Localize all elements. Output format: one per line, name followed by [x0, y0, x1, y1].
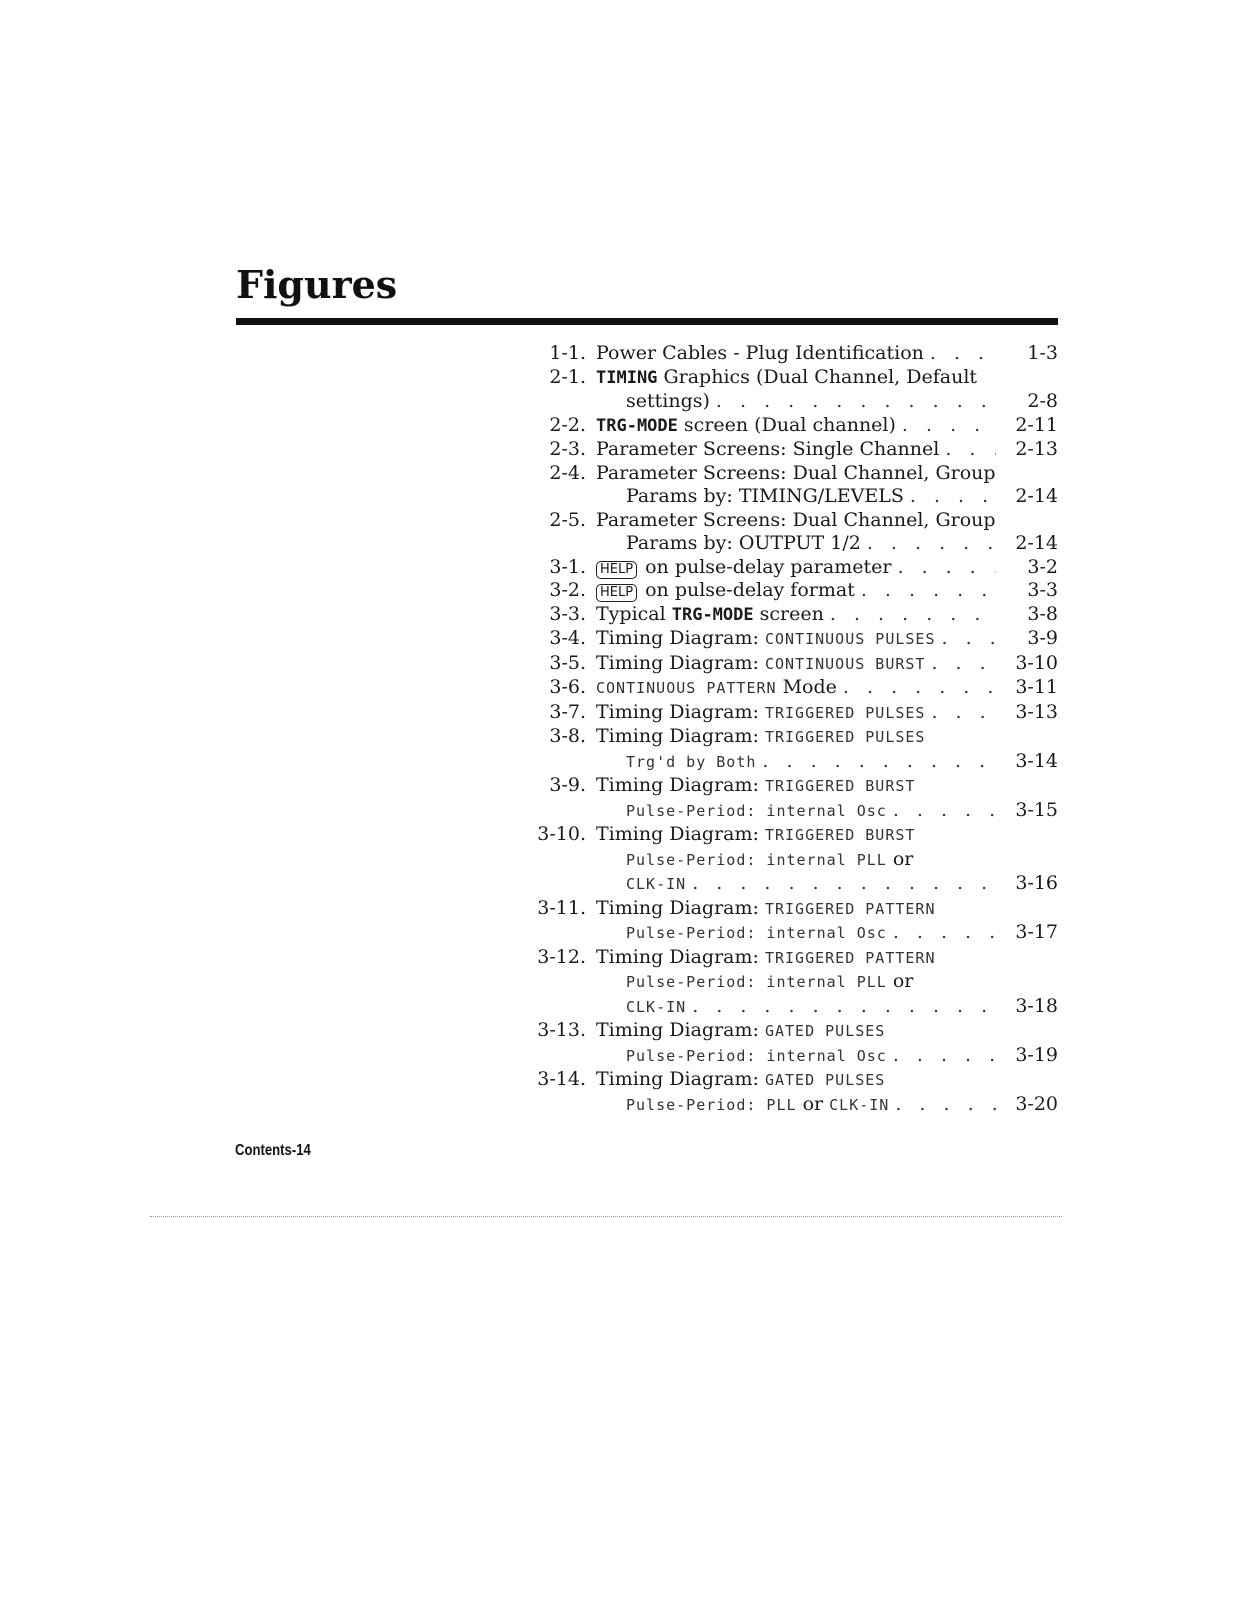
- figure-title: [596, 774, 915, 799]
- figure-entry-line: [536, 509, 1058, 533]
- title-text: or: [796, 1092, 830, 1115]
- figure-entry-line: [536, 701, 1058, 726]
- figure-title: [596, 848, 913, 873]
- figure-entry[interactable]: [536, 414, 1058, 439]
- figure-title: [596, 366, 977, 391]
- figure-entry[interactable]: [536, 509, 1058, 556]
- title-text: Typical: [596, 602, 672, 625]
- figure-entry-line: [536, 603, 1058, 628]
- figure-entry[interactable]: [536, 438, 1058, 462]
- screen-text: CLK-IN: [626, 875, 687, 893]
- screen-text: Trg'd by Both: [626, 752, 757, 771]
- title-text: Timing Diagram:: [596, 774, 765, 796]
- figure-title: [596, 652, 925, 677]
- title-text: Timing Diagram:: [596, 1019, 765, 1041]
- page-footer: Contents-14: [235, 1142, 311, 1159]
- figure-number: 2-2.: [549, 413, 586, 436]
- figure-entry[interactable]: [536, 366, 1058, 414]
- title-text: Timing Diagram:: [596, 700, 765, 723]
- figure-entry-line: [536, 1093, 1058, 1118]
- figure-entry-line: [536, 414, 1058, 439]
- screen-text: CONTINUOUS PULSES: [764, 630, 936, 648]
- page-number: 2-14: [1015, 485, 1058, 507]
- figure-number: 3-5.: [549, 651, 586, 674]
- leader-dots: [939, 438, 996, 462]
- figure-entry-line: [536, 848, 1058, 873]
- screen-text: CLK-IN: [829, 1095, 890, 1114]
- title-text: Timing Diagram:: [596, 725, 765, 747]
- figure-number: 3-11.: [537, 896, 586, 919]
- figure-title: [596, 676, 837, 701]
- help-key-icon: HELP: [596, 584, 637, 602]
- leader-dots: [887, 799, 996, 823]
- screen-text: Pulse-Period: internal PLL: [626, 973, 887, 991]
- screen-text: TRIGGERED PATTERN: [764, 899, 936, 918]
- figure-number: 3-4.: [549, 627, 586, 649]
- figure-title: [596, 725, 925, 750]
- page-number: 2-8: [1027, 390, 1058, 412]
- figure-title: [596, 603, 824, 628]
- figure-title: [596, 1093, 889, 1118]
- page-number: 1-3: [1027, 342, 1058, 364]
- figure-entry-line: [536, 774, 1058, 799]
- figure-entry-line: [536, 366, 1058, 391]
- screen-text: CONTINUOUS BURST: [764, 654, 926, 673]
- figure-number: 3-12.: [537, 945, 586, 968]
- screen-text: Pulse-Period: internal Osc: [626, 924, 887, 942]
- figure-entry[interactable]: [536, 701, 1058, 726]
- leader-dots: [824, 603, 996, 627]
- title-text: or: [886, 970, 914, 992]
- leader-dots: [837, 676, 996, 700]
- title-rule: [236, 318, 1058, 325]
- figure-entry[interactable]: [536, 676, 1058, 701]
- leader-dots: [710, 390, 996, 414]
- figure-entry[interactable]: [536, 342, 1058, 366]
- figure-list: [536, 342, 1058, 1117]
- page-number: 3-3: [1027, 579, 1058, 601]
- figure-entry-line: [536, 1019, 1058, 1044]
- page-number: 2-13: [1015, 438, 1058, 460]
- figure-entry[interactable]: [536, 627, 1058, 652]
- command-keyword: TIMING: [596, 367, 658, 388]
- figure-title: [596, 509, 996, 533]
- figure-entry[interactable]: [536, 1019, 1058, 1068]
- screen-text: TRIGGERED PULSES: [764, 728, 926, 746]
- figure-title: [596, 390, 710, 414]
- figure-title: [596, 438, 939, 462]
- figure-entry-line: [536, 823, 1058, 848]
- title-text: settings): [626, 390, 710, 412]
- figure-entry[interactable]: [536, 774, 1058, 823]
- help-key-icon: HELP: [596, 561, 637, 579]
- title-text: Timing Diagram:: [596, 823, 765, 845]
- page-number: 2-14: [1015, 532, 1058, 554]
- figure-number: 3-8.: [549, 725, 586, 747]
- title-text: on pulse-delay parameter: [639, 555, 892, 578]
- figure-entry-line: [536, 485, 1058, 509]
- command-keyword: TRG-MODE: [596, 415, 678, 436]
- leader-dots: [887, 1044, 996, 1068]
- figure-number: 1-1.: [549, 342, 586, 364]
- figure-title: [596, 995, 686, 1020]
- figure-entry-line: [536, 970, 1058, 995]
- figure-number: 3-2.: [549, 579, 586, 601]
- figure-title: [596, 921, 887, 946]
- leader-dots: [925, 701, 996, 725]
- screen-text: Pulse-Period: PLL: [626, 1095, 797, 1114]
- leader-dots: [686, 872, 996, 896]
- leader-dots: [935, 627, 996, 651]
- screen-text: Pulse-Period: internal Osc: [626, 1046, 887, 1065]
- figure-title: [596, 970, 913, 995]
- figure-entry[interactable]: [536, 946, 1058, 1020]
- screen-text: TRIGGERED PATTERN: [764, 948, 936, 967]
- figure-number: 3-14.: [537, 1068, 586, 1090]
- figure-title: [596, 872, 686, 897]
- figure-entry-line: [536, 872, 1058, 897]
- figure-title: [596, 414, 896, 439]
- figure-entry-line: [536, 627, 1058, 652]
- screen-text: Pulse-Period: internal PLL: [626, 850, 887, 869]
- figure-number: 3-10.: [537, 823, 586, 845]
- page-number: 3-11: [1015, 676, 1058, 698]
- figure-entry-line: [536, 946, 1058, 971]
- leader-dots: [855, 579, 996, 603]
- title-text: Parameter Screens: Dual Channel, Group: [596, 508, 996, 531]
- figure-title: [596, 485, 904, 509]
- title-text: Mode: [776, 676, 837, 698]
- figure-title: [596, 1068, 885, 1093]
- figure-entry[interactable]: [536, 556, 1058, 580]
- page-number: 3-16: [1015, 872, 1058, 894]
- screen-text: GATED PULSES: [764, 1071, 886, 1089]
- screen-text: CONTINUOUS PATTERN: [596, 679, 777, 697]
- title-text: Parameter Screens: Dual Channel, Group: [596, 461, 996, 484]
- figure-title: [596, 1044, 887, 1069]
- page-number: 3-2: [1027, 555, 1058, 578]
- leader-dots: [686, 995, 996, 1019]
- figure-number: 3-1.: [549, 555, 586, 578]
- figure-entry-line: [536, 995, 1058, 1020]
- figure-entry-line: [536, 750, 1058, 775]
- figure-entry-line: [536, 676, 1058, 701]
- figure-number: 2-4.: [549, 461, 586, 484]
- scan-artifact-line: [150, 1216, 1062, 1218]
- figure-entry-line: [536, 897, 1058, 922]
- page-title: Figures: [236, 262, 398, 307]
- title-text: screen: [753, 602, 824, 625]
- title-text: Params by: TIMING/LEVELS: [626, 485, 904, 507]
- figure-title: [596, 556, 891, 580]
- figure-entry[interactable]: [536, 823, 1058, 897]
- title-text: Power Cables - Plug Identification: [596, 342, 924, 364]
- figure-title: [596, 579, 855, 603]
- figure-number: 3-13.: [537, 1019, 586, 1041]
- figure-title: [596, 799, 887, 824]
- page-number: 3-18: [1015, 994, 1058, 1017]
- title-text: Parameter Screens: Single Channel: [596, 438, 940, 460]
- figure-entry-line: [536, 390, 1058, 414]
- title-text: Timing Diagram:: [596, 896, 765, 919]
- leader-dots: [756, 750, 996, 774]
- figure-title: [596, 462, 996, 486]
- figure-entry-line: [536, 725, 1058, 750]
- screen-text: Pulse-Period: internal Osc: [626, 801, 887, 820]
- figure-title: [596, 627, 935, 652]
- figure-title: [596, 897, 935, 922]
- page-number: 3-8: [1027, 602, 1058, 625]
- figure-entry-line: [536, 556, 1058, 580]
- figure-number: 3-3.: [549, 602, 586, 625]
- leader-dots: [861, 532, 996, 556]
- title-text: Timing Diagram:: [596, 627, 765, 649]
- screen-text: TRIGGERED BURST: [764, 777, 916, 795]
- page-number: 3-20: [1015, 1092, 1058, 1115]
- title-text: screen (Dual channel): [677, 413, 896, 436]
- leader-dots: [896, 414, 996, 438]
- figure-entry-line: [536, 579, 1058, 603]
- figure-title: [596, 946, 935, 971]
- page-number: 3-10: [1015, 651, 1058, 674]
- page-number: 3-17: [1015, 921, 1058, 943]
- page-number: 3-9: [1027, 627, 1058, 649]
- figure-title: [596, 823, 915, 848]
- title-text: Graphics (Dual Channel, Default: [657, 365, 978, 388]
- figure-number: 3-6.: [549, 676, 586, 698]
- command-keyword: TRG-MODE: [671, 604, 754, 625]
- figure-number: 3-9.: [549, 774, 586, 796]
- figure-entry-line: [536, 438, 1058, 462]
- leader-dots: [904, 485, 996, 509]
- figure-entry[interactable]: [536, 1068, 1058, 1117]
- leader-dots: [924, 342, 996, 366]
- leader-dots: [891, 556, 996, 580]
- page-number: 3-14: [1015, 749, 1058, 772]
- figure-number: 2-1.: [549, 365, 586, 388]
- figure-entry-line: [536, 799, 1058, 824]
- title-text: Timing Diagram:: [596, 945, 765, 968]
- figure-title: [596, 1019, 885, 1044]
- leader-dots: [925, 652, 996, 676]
- figure-entry[interactable]: [536, 897, 1058, 946]
- screen-text: TRIGGERED BURST: [764, 826, 916, 844]
- screen-text: TRIGGERED PULSES: [764, 703, 926, 722]
- figure-entry[interactable]: [536, 725, 1058, 774]
- screen-text: CLK-IN: [626, 997, 687, 1016]
- leader-dots: [887, 921, 996, 945]
- page-number: 3-19: [1015, 1043, 1058, 1066]
- leader-dots: [889, 1093, 996, 1117]
- figure-entry-line: [536, 652, 1058, 677]
- figure-entry-line: [536, 532, 1058, 556]
- screen-text: GATED PULSES: [764, 1022, 886, 1040]
- figure-title: [596, 532, 861, 556]
- title-text: Timing Diagram:: [596, 1068, 765, 1090]
- title-text: Params by: OUTPUT 1/2: [626, 532, 861, 554]
- figure-title: [596, 342, 924, 366]
- figure-entry-line: [536, 342, 1058, 366]
- title-text: Timing Diagram:: [596, 651, 765, 674]
- figure-entry[interactable]: [536, 579, 1058, 603]
- figure-number: 2-5.: [549, 508, 586, 531]
- figure-entry-line: [536, 1044, 1058, 1069]
- figure-entry[interactable]: [536, 462, 1058, 509]
- figure-entry[interactable]: [536, 603, 1058, 628]
- page-number: 2-11: [1015, 413, 1058, 436]
- figure-entry-line: [536, 921, 1058, 946]
- page-number: 3-13: [1015, 700, 1058, 723]
- figure-number: 3-7.: [549, 700, 586, 723]
- title-text: on pulse-delay format: [639, 579, 855, 601]
- figure-title: [596, 750, 756, 775]
- figure-number: 2-3.: [549, 438, 586, 460]
- page-number: 3-15: [1015, 798, 1058, 821]
- figure-entry-line: [536, 462, 1058, 486]
- figure-title: [596, 701, 925, 726]
- title-text: or: [886, 847, 914, 870]
- figure-entry-line: [536, 1068, 1058, 1093]
- figure-entry[interactable]: [536, 652, 1058, 677]
